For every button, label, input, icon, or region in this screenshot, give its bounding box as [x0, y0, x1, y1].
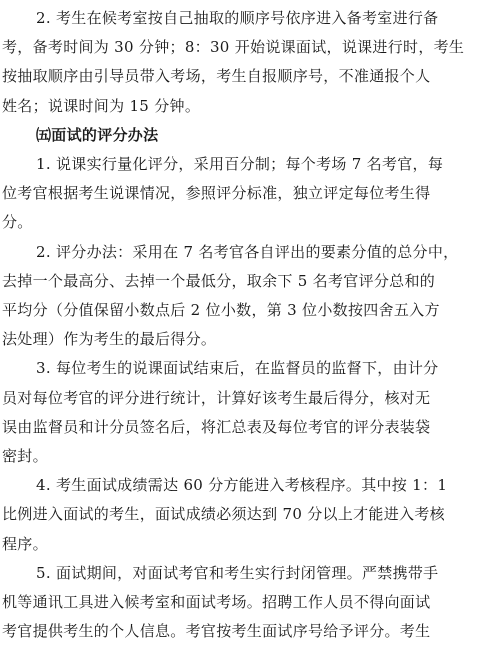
- rule3-line-2: 员对每位考官的评分进行统计，计算好该考生最后得分，核对无: [2, 389, 431, 407]
- rule2-line-3: 平均分（分值保留小数点后 2 位小数，第 3 位小数按四舍五入方: [2, 301, 440, 319]
- rule2-line-4: 法处理）作为考生的最后得分。: [2, 330, 217, 348]
- rule5-line-2: 机等通讯工具进入候考室和面试考场。招聘工作人员不得向面试: [2, 593, 431, 611]
- rule1-line-1: 1. 说课实行量化评分，采用百分制；每个考场 7 名考官，每: [36, 155, 444, 173]
- rule5-line-3: 考官提供考生的个人信息。考官按考生面试序号给予评分。考生: [2, 622, 431, 640]
- rule2-line-1: 2. 评分办法：采用在 7 名考官各自评出的要素分值的总分中，: [36, 243, 459, 261]
- rule4-line-3: 程序。: [2, 535, 48, 553]
- rule4-line-1: 4. 考生面试成绩需达 60 分方能进入考核程序。其中按 1：1: [36, 476, 448, 494]
- item2-line-1: 2. 考生在候考室按自己抽取的顺序号依序进入备考室进行备: [36, 9, 439, 27]
- item2-line-3: 按抽取顺序由引导员带入考场，考生自报顺序号，不准通报个人: [2, 67, 431, 85]
- rule2-line-2: 去掉一个最高分、去掉一个最低分，取余下 5 名考官评分总和的: [2, 272, 436, 290]
- rule1-line-2: 位考官根据考生说课情况，参照评分标准，独立评定每位考生得: [2, 184, 431, 202]
- item2-line-2: 考，备考时间为 30 分钟；8：30 开始说课面试，说课进行时，考生: [2, 38, 465, 56]
- section-heading: ㈤面试的评分办法: [36, 126, 159, 144]
- rule4-line-2: 比例进入面试的考生，面试成绩必须达到 70 分以上才能进入考核: [2, 505, 445, 523]
- item2-line-4: 姓名；说课时间为 15 分钟。: [2, 97, 201, 115]
- rule5-line-1: 5. 面试期间，对面试考官和考生实行封闭管理。严禁携带手: [36, 564, 439, 582]
- rule3-line-4: 密封。: [2, 447, 48, 465]
- rule3-line-1: 3. 每位考生的说课面试结束后，在监督员的监督下，由计分: [36, 359, 439, 377]
- rule3-line-3: 误由监督员和计分员签名后，将汇总表及每位考官的评分表装袋: [2, 418, 431, 436]
- rule1-line-3: 分。: [2, 213, 33, 231]
